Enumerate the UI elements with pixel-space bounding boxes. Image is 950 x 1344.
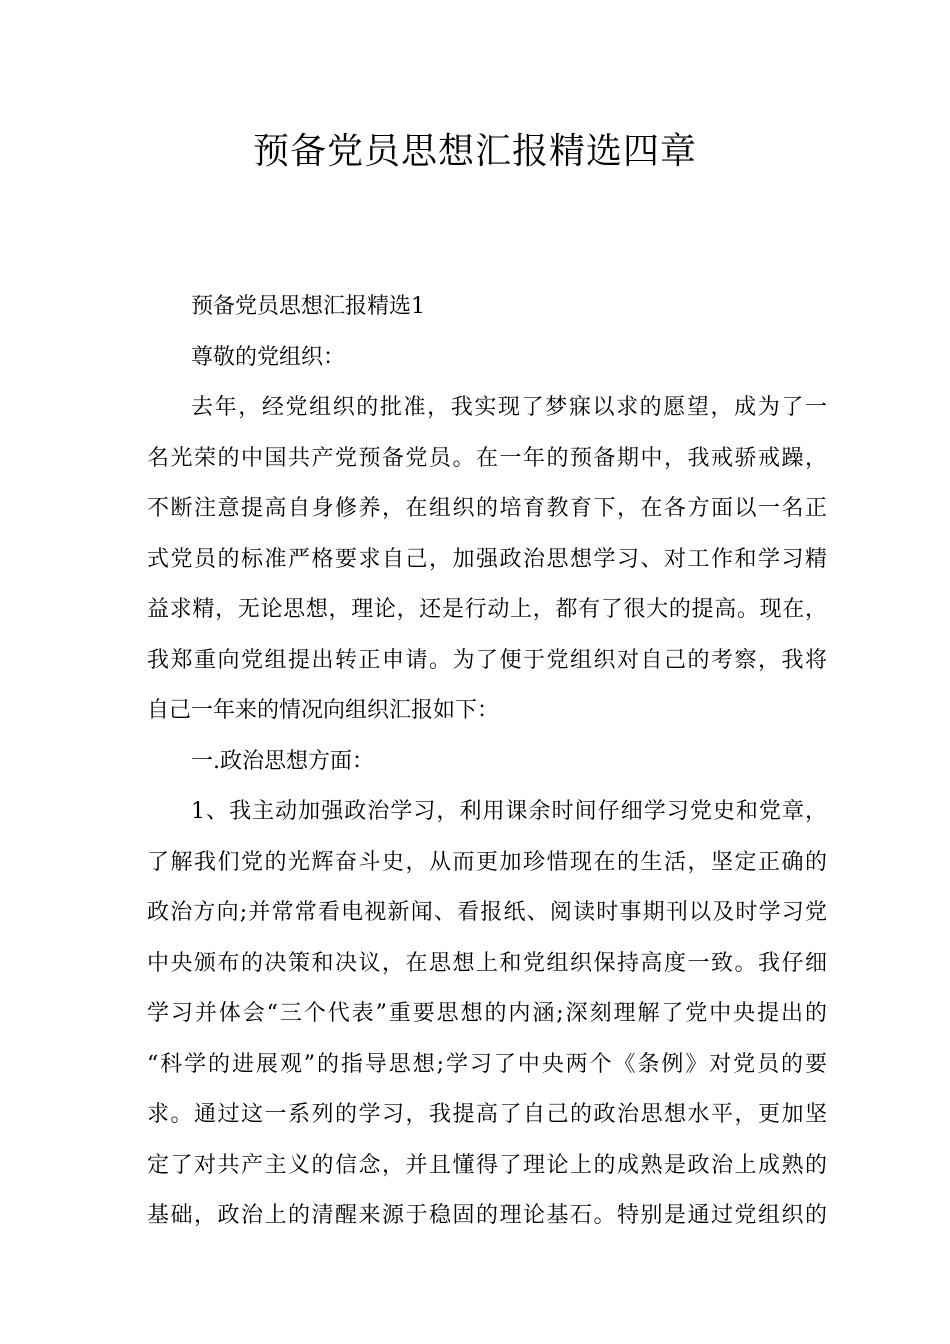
paragraph-line: 名光荣的中国共产党预备党员。在一年的预备期中，我戒骄戒躁，: [147, 445, 827, 471]
paragraph-line: 益求精，无论思想，理论，还是行动上，都有了很大的提高。现在，: [147, 597, 827, 622]
paragraph-line: 求。通过这一系列的学习，我提高了自己的政治思想水平，更加坚: [147, 1102, 827, 1127]
paragraph-line: 式党员的标准严格要求自己，加强政治思想学习、对工作和学习精: [147, 546, 827, 572]
document-title: 预备党员思想汇报精选四章: [252, 131, 697, 172]
paragraph-line: 我郑重向党组提出转正申请。为了便于党组织对自己的考察，我将: [147, 647, 827, 673]
paragraph-line: 基础，政治上的清醒来源于稳固的理论基石。特别是通过党组织的: [147, 1203, 827, 1228]
paragraph-line: “科学的进展观”的指导思想;学习了中央两个《条例》对党员的要: [147, 1051, 827, 1077]
subsection-heading: 一.政治思想方面：: [191, 748, 374, 774]
paragraph-line: 定了对共产主义的信念，并且懂得了理论上的成熟是政治上成熟的: [147, 1152, 827, 1178]
paragraph-line: 了解我们党的光辉奋斗史，从而更加珍惜现在的生活，坚定正确的: [147, 849, 827, 875]
paragraph-line: 不断注意提高自身修养，在组织的培育教育下，在各方面以一名正: [147, 496, 827, 521]
salutation: 尊敬的党组织：: [191, 344, 346, 370]
paragraph-line: 1、我主动加强政治学习，利用课余时间仔细学习党史和党章，: [191, 799, 827, 824]
paragraph-line: 政治方向;并常常看电视新闻、看报纸、阅读时事期刊以及时学习党: [147, 900, 827, 925]
paragraph-line: 自己一年来的情况向组织汇报如下：: [147, 698, 500, 723]
paragraph-line: 去年，经党组织的批准，我实现了梦寐以求的愿望，成为了一: [191, 395, 827, 420]
document-body: [147, 282, 827, 1242]
paragraph-line: 学习并体会“三个代表”重要思想的内涵;深刻理解了党中央提出的: [147, 1001, 827, 1026]
paragraph-line: 中央颁布的决策和决议，在思想上和党组织保持高度一致。我仔细: [147, 950, 827, 976]
section-heading: 预备党员思想汇报精选1: [191, 294, 425, 319]
